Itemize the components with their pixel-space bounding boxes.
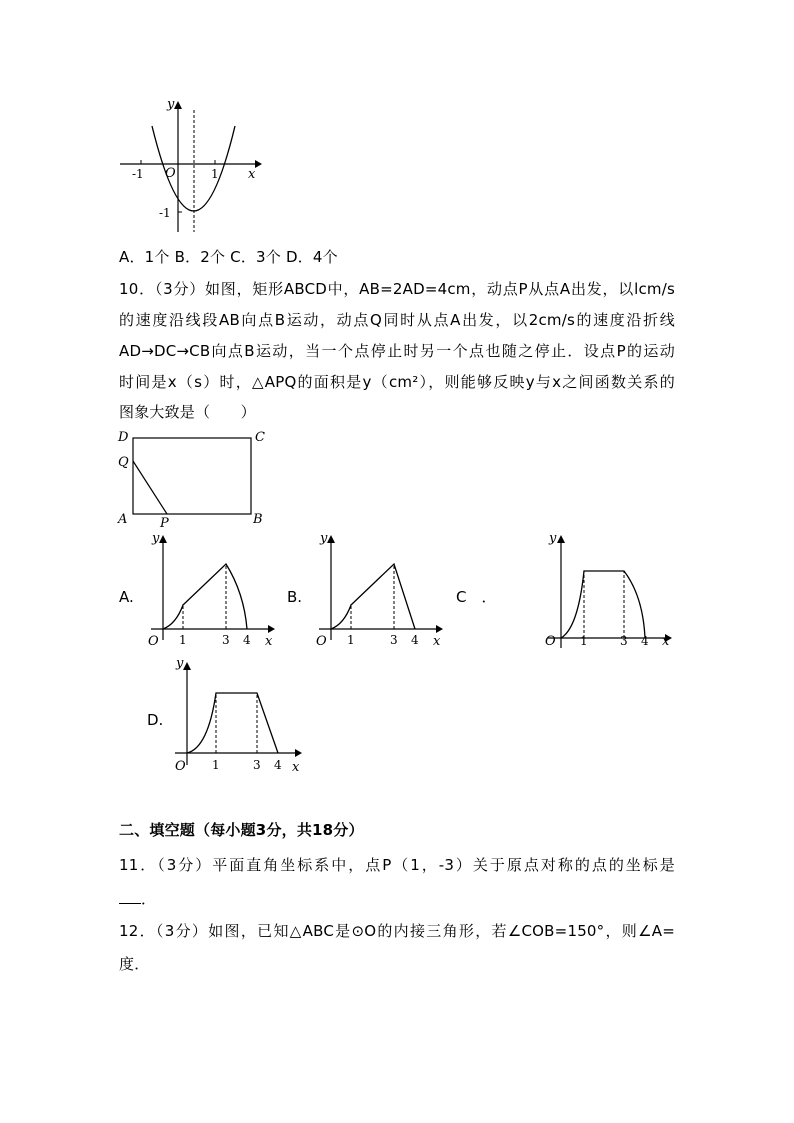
graph-curve — [561, 571, 645, 638]
y-axis-arrow — [174, 101, 182, 109]
segment-qp — [133, 461, 167, 514]
tick-4-label: 4 — [274, 758, 282, 772]
option-c-label: C ． — [456, 588, 497, 606]
option-b-label: B. — [287, 588, 303, 606]
origin-label: O — [316, 634, 327, 649]
y-axis-arrow — [159, 535, 167, 543]
tick-neg1-y-label: -1 — [159, 206, 171, 220]
origin-label: O — [165, 166, 176, 181]
q12-line-2: 度． — [119, 955, 150, 973]
q12-line-1: 12．（3分）如图，已知△ABC是⊙O的内接三角形，若∠COB=150°，则∠A= — [119, 922, 675, 940]
x-axis-arrow — [268, 625, 275, 633]
tick-1-label: 1 — [580, 634, 588, 648]
parabola-figure — [115, 96, 265, 236]
label-q: Q — [118, 455, 129, 470]
tick-3-label: 3 — [253, 758, 261, 772]
q11-line-2 — [119, 889, 156, 909]
q10-line-4: 时间是x（s）时，△APQ的面积是y（cm²），则能够反映y与x之间函数关系的 — [119, 373, 675, 391]
option-d-graph — [171, 653, 306, 775]
axis-x-label: x — [433, 634, 441, 649]
q11-line-2-end: ． — [141, 890, 157, 908]
q10-line-3: AD→DC→CB向点B运动，当一个点停止时另一个点也随之停止．设点P的运动 — [119, 342, 675, 360]
tick-1-label: 1 — [347, 633, 355, 647]
axis-x-label: x — [265, 634, 273, 649]
axis-y-label: y — [167, 97, 175, 112]
origin-label: O — [148, 634, 159, 649]
rectangle-abcd — [133, 438, 251, 514]
y-axis-arrow — [183, 662, 191, 670]
x-axis-arrow — [295, 749, 302, 757]
graph-curve — [187, 693, 278, 753]
q11-answer-blank[interactable] — [119, 889, 141, 904]
q10-line-5: 图象大致是（ ） — [119, 403, 256, 421]
q9-answer-options: A．1个 B．2个 C．3个 D．4个 — [119, 248, 338, 266]
option-a-graph — [143, 528, 278, 650]
option-c-graph — [540, 528, 675, 650]
axis-x-label: x — [662, 634, 670, 649]
axis-x-label: x — [248, 167, 256, 182]
section-2-title: 二、填空题（每小题3分，共18分） — [119, 821, 364, 839]
tick-3-label: 3 — [222, 633, 230, 647]
tick-3-label: 3 — [620, 634, 628, 648]
label-a: A — [118, 512, 128, 527]
x-axis-arrow — [436, 625, 443, 633]
label-c: C — [255, 430, 265, 445]
label-p: P — [160, 516, 169, 530]
origin-label: O — [545, 634, 556, 649]
graph-curve — [163, 564, 247, 629]
label-d: D — [118, 430, 129, 445]
y-axis-arrow — [327, 535, 335, 543]
x-axis-arrow — [255, 160, 262, 168]
axis-y-label: y — [152, 531, 160, 546]
graph-curve — [331, 564, 415, 629]
tick-1-label: 1 — [179, 633, 187, 647]
q11-line-1: 11．（3分）平面直角坐标系中，点P（1，-3）关于原点对称的点的坐标是 — [119, 856, 675, 874]
y-axis-arrow — [557, 535, 565, 543]
tick-1-x-label: 1 — [211, 167, 219, 181]
rectangle-figure — [115, 425, 275, 530]
option-b-graph — [311, 528, 446, 650]
tick-1-label: 1 — [212, 758, 220, 772]
tick-4-label: 4 — [243, 633, 251, 647]
label-b: B — [253, 512, 263, 527]
q10-line-1: 10．（3分）如图，矩形ABCD中，AB=2AD=4cm，动点P从点A出发，以lcm/s — [119, 280, 675, 298]
tick-3-label: 3 — [390, 633, 398, 647]
tick-4-label: 4 — [411, 633, 419, 647]
axis-x-label: x — [292, 760, 300, 775]
axis-y-label: y — [176, 656, 184, 671]
option-d-label: D. — [147, 711, 164, 729]
axis-y-label: y — [320, 531, 328, 546]
tick-4-label: 4 — [641, 634, 649, 648]
axis-y-label: y — [549, 531, 557, 546]
q10-line-2: 的速度沿线段AB向点B运动，动点Q同时从点A出发，以2cm/s的速度沿折线 — [119, 311, 675, 329]
option-a-label: A. — [119, 588, 134, 606]
origin-label: O — [175, 759, 186, 774]
tick-neg1-x-label: -1 — [132, 167, 144, 181]
